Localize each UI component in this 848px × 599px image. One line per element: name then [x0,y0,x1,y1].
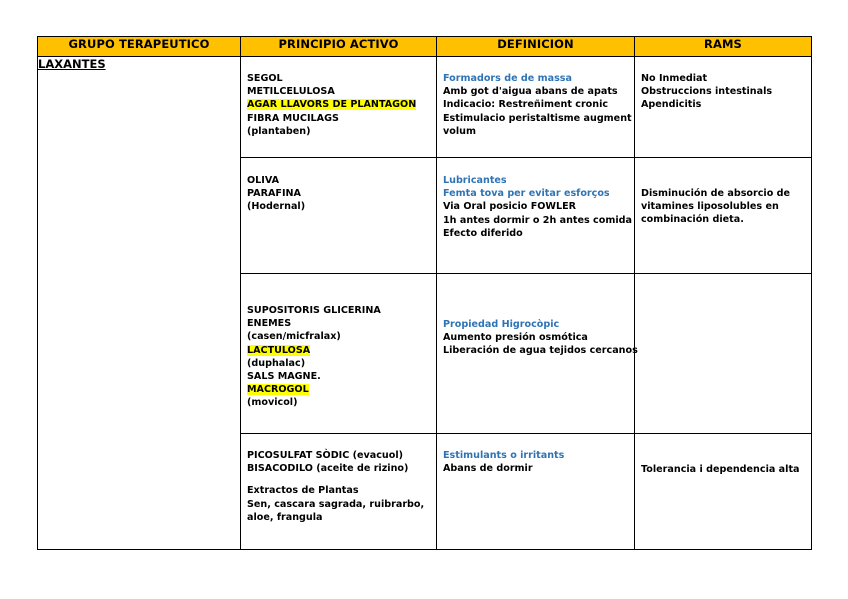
header-rams: RAMS [635,37,812,57]
principio-item: SALS MAGNE. [247,371,321,383]
principio-item: Extractos de Plantas [247,485,359,497]
principio-item: (Hodernal) [247,201,306,213]
group-label: LAXANTES [38,57,106,71]
definicion-item: Indicacio: Restreñiment cronic [443,99,609,111]
rams-item: Tolerancia i dependencia alta [641,464,800,475]
principio-item-highlighted: AGAR LLAVORS DE PLANTAGON [247,99,417,111]
principio-item: PICOSULFAT SÒDIC (evacuol) [247,450,404,461]
principio-cell [241,57,437,158]
definicion-item: Estimulacio peristaltisme augment [443,112,632,124]
rams-cell [635,158,812,274]
principio-cell [241,274,437,434]
rams-cell [635,274,812,434]
principio-item: SUPOSITORIS GLICERINA [247,305,381,316]
principio-item: OLIVA [247,175,280,186]
table-row [38,57,812,158]
definicion-cell [437,274,638,434]
definicion-item: Amb got d'aigua abans de apats [443,86,618,98]
principio-cell [241,158,437,274]
principio-item: (movicol) [247,397,298,409]
principio-item: PARAFINA [247,188,301,200]
definicion-item: Liberación de agua tejidos cercanos [443,345,638,357]
principio-item: METILCELULOSA [247,86,335,98]
principio-item: (plantaben) [247,125,311,137]
principio-item-highlighted: MACROGOL [247,384,309,396]
header-grupo: GRUPO TERAPEUTICO [38,37,241,57]
rams-item: combinación dieta. [641,214,744,226]
header-principio: PRINCIPIO ACTIVO [241,37,437,57]
principio-item-highlighted: LACTULOSA [247,344,311,356]
definicion-item: Efecto diferido [443,227,523,239]
definicion-cell [437,158,635,274]
definicion-title: Propiedad Higrocòpic [443,319,560,330]
principio-item: SEGOL [247,73,283,84]
definicion-item: Via Oral posicio FOWLER [443,201,577,213]
definicion-title: Formadors de de massa [443,73,572,84]
principio-item: (casen/micfralax) [247,331,341,343]
definicion-cell [437,434,635,550]
header-definicion: DEFINICION [437,37,635,57]
laxantes-table [37,36,812,550]
principio-item: BISACODILO (aceite de rizino) [247,463,409,475]
definicion-subtitle: Femta tova per evitar esforços [443,188,610,200]
principio-item: (duphalac) [247,357,306,369]
principio-item: Sen, cascara sagrada, ruibrarbo, [247,498,425,510]
principio-item: aloe, frangula [247,511,323,523]
group-cell [38,57,241,550]
definicion-title: Lubricantes [443,175,507,186]
principio-cell [241,434,437,550]
definicion-item: Abans de dormir [443,463,533,475]
definicion-item: Aumento presión osmótica [443,332,588,344]
principio-item: ENEMES [247,318,292,330]
rams-item: Apendicitis [641,99,702,111]
definicion-item: volum [443,125,476,137]
rams-cell [635,434,812,550]
rams-item: Disminución de absorcio de [641,188,791,199]
definicion-cell [437,57,635,158]
rams-item: No Inmediat [641,73,708,84]
rams-cell [635,57,812,158]
rams-item: Obstruccions intestinals [641,86,773,98]
rams-item: vitamines liposolubles en [641,201,779,213]
definicion-title: Estimulants o irritants [443,450,565,461]
definicion-item: 1h antes dormir o 2h antes comida [443,214,632,226]
header-row [38,37,812,57]
principio-item: FIBRA MUCILAGS [247,112,339,124]
